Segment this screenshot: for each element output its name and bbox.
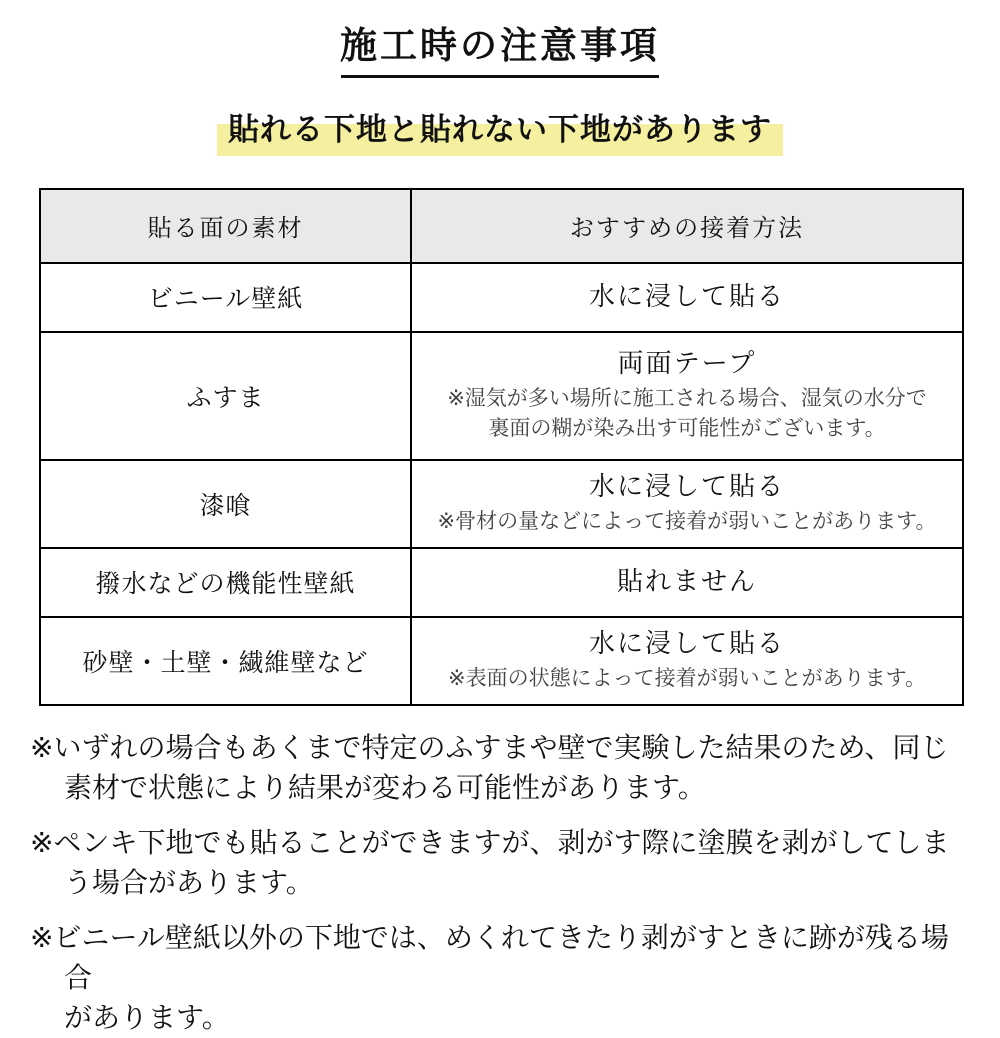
column-header-method: おすすめの接着方法: [411, 189, 963, 263]
method-cell: [411, 617, 963, 705]
material-cell: 砂壁・土壁・繊維壁など: [40, 617, 411, 705]
footnotes-section: [30, 728, 972, 1038]
method-main-text: 水に浸して貼る: [588, 281, 785, 312]
column-header-material: 貼る面の素材: [40, 189, 411, 263]
method-main-text: 両面テープ: [617, 347, 757, 378]
table-row-fusuma: [40, 332, 963, 460]
method-note-text: ※湿気が多い場所に施工される場合、湿気の水分で 裏面の糊が染み出す可能性がございます。: [447, 386, 927, 440]
method-cell: [411, 460, 963, 548]
footnote-paint-substrate: ※ペンキ下地でも貼ることができますが、剥がす際に塗膜を剥がしてしま う場合があります。: [30, 826, 950, 898]
method-cell: [411, 332, 963, 460]
method-main-text: 水に浸して貼る: [588, 627, 785, 658]
page-title: 施工時の注意事項: [340, 25, 660, 66]
substrate-adhesion-table: [39, 188, 964, 706]
material-cell: 撥水などの機能性壁紙: [40, 548, 411, 617]
method-note-text: ※表面の状態によって接着が弱いことがあります。: [448, 666, 926, 690]
footnote-non-vinyl-substrate: ※ビニール壁紙以外の下地では、めくれてきたり剥がすときに跡が残る場合 があります。: [30, 921, 949, 1033]
footnote-experiment-result: ※いずれの場合もあくまで特定のふすまや壁で実験した結果のため、同じ 素材で状態により結果が変わる可能性があります。: [30, 731, 949, 803]
material-cell: ふすま: [40, 332, 411, 460]
table-header-row: [40, 189, 963, 263]
method-main-text: 貼れません: [616, 566, 757, 597]
method-cell: [411, 263, 963, 332]
table-row-functional-wallpaper: [40, 548, 963, 617]
material-cell: ビニール壁紙: [40, 263, 411, 332]
table-row-sand-earth-fiber-wall: [40, 617, 963, 705]
title-underline: [341, 75, 659, 78]
subtitle-row: [0, 110, 1000, 155]
method-main-text: 水に浸して貼る: [588, 470, 785, 501]
method-cell: [411, 548, 963, 617]
material-cell: 漆喰: [40, 460, 411, 548]
table-row-plaster: [40, 460, 963, 548]
method-note-text: ※骨材の量などによって接着が弱いことがあります。: [437, 509, 937, 533]
subtitle-highlighted-text: 貼れる下地と貼れない下地があります: [217, 110, 783, 155]
table-row-vinyl-wallpaper: [40, 263, 963, 332]
